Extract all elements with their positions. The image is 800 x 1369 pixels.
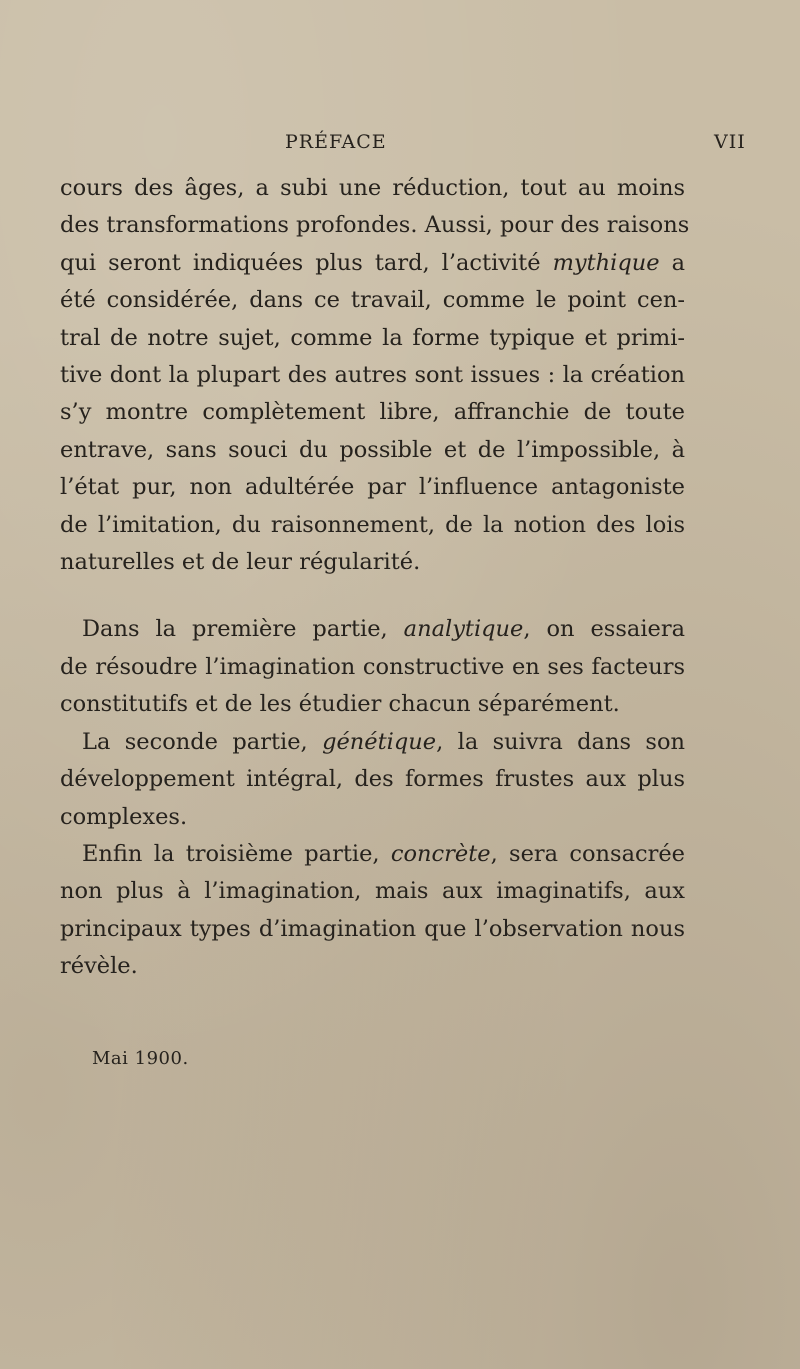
text-line: entrave, sans souci du possible et de l’impossible, à	[60, 436, 685, 463]
text-line: développement intégral, des formes frustes aux plus	[60, 766, 685, 793]
text-run: Enfin la troisième partie,	[82, 840, 391, 867]
text-line: principaux types d’imagination que l’observation nous	[60, 915, 685, 942]
text-run: qui seront indiquées plus tard, l’activité	[60, 249, 553, 276]
paragraph-3	[60, 724, 685, 836]
text-line	[60, 724, 685, 761]
text-run: a	[659, 249, 685, 276]
text-line: constitutifs et de les étudier chacun séparément.	[60, 691, 620, 718]
text-run: , sera consacrée	[490, 840, 685, 867]
text-line: tral de notre sujet, comme la forme typique et primi-	[60, 324, 685, 351]
text-line: naturelles et de leur régularité.	[60, 549, 421, 576]
emphasis-analytique: analytique	[403, 616, 524, 643]
text-line: de l’imitation, du raisonnement, de la notion des lois	[60, 511, 685, 538]
text-line: de résoudre l’imagination constructive en ses facteurs	[60, 653, 685, 680]
text-line: complexes.	[60, 803, 188, 830]
text-line: été considérée, dans ce travail, comme le point cen-	[60, 287, 685, 314]
text-line	[60, 836, 685, 873]
paragraph-2	[60, 611, 685, 723]
page-number: VII	[714, 131, 746, 153]
text-line	[60, 611, 685, 648]
text-line: l’état pur, non adultérée par l’influence antagoniste	[60, 474, 685, 501]
text-line: tive dont la plupart des autres sont issues : la création	[60, 362, 685, 389]
text-run: La seconde partie,	[82, 728, 323, 755]
text-run: Dans la première partie,	[82, 616, 404, 643]
date-signoff: Mai 1900.	[92, 1048, 189, 1069]
paragraph-1	[60, 170, 690, 581]
text-run: , on essaiera	[523, 616, 685, 643]
text-line	[60, 245, 685, 282]
body-text	[60, 170, 690, 986]
text-run: , la suivra dans son	[436, 728, 685, 755]
paragraph-gap	[60, 581, 685, 611]
emphasis-mythique: mythique	[552, 249, 660, 276]
text-line: des transformations profondes. Aussi, pour des raisons	[60, 212, 690, 239]
text-line: révèle.	[60, 953, 138, 980]
text-line: s’y montre complètement libre, affranchie de toute	[60, 399, 685, 426]
text-line: non plus à l’imagination, mais aux imaginatifs, aux	[60, 878, 685, 905]
emphasis-concrete: concrète	[390, 840, 491, 867]
running-head	[0, 131, 800, 157]
text-line: cours des âges, a subi une réduction, tout au moins	[60, 175, 685, 201]
running-title: PRÉFACE	[285, 131, 387, 153]
emphasis-genetique: génétique	[322, 728, 437, 755]
paragraph-4	[60, 836, 685, 986]
